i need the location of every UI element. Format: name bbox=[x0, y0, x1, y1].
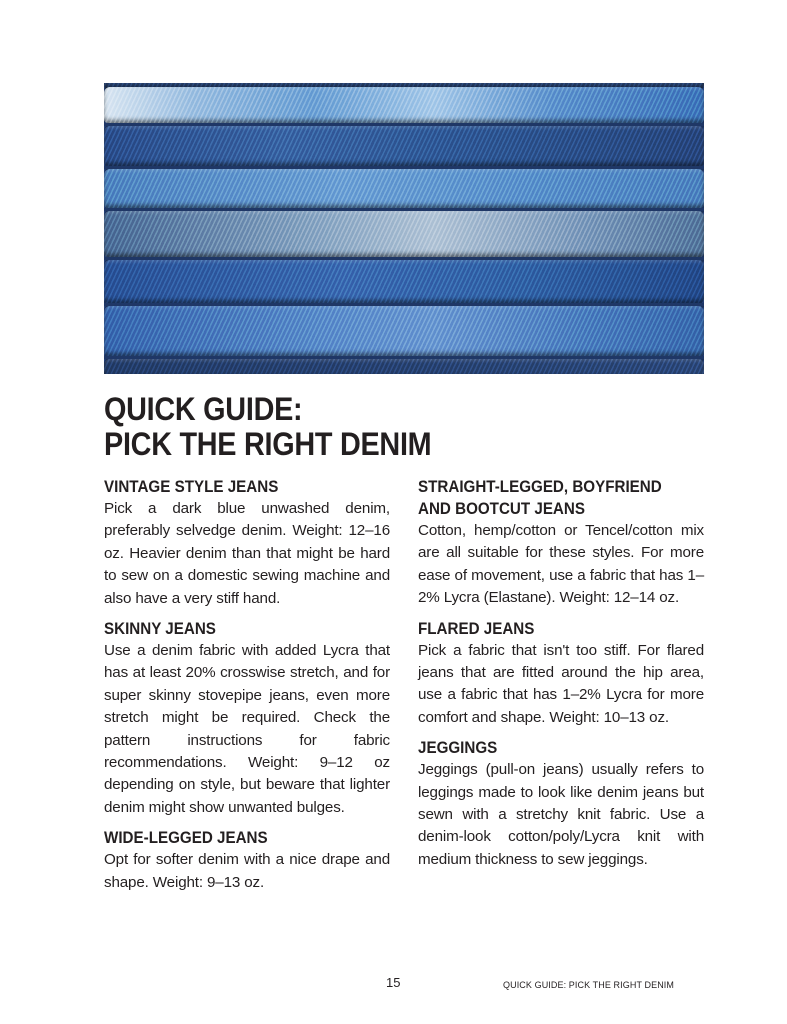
section-heading: VINTAGE STYLE JEANS bbox=[104, 478, 279, 496]
denim-layer bbox=[104, 169, 704, 208]
section-heading: JEGGINGS bbox=[418, 739, 498, 758]
left-column bbox=[104, 476, 390, 902]
section-jeggings bbox=[418, 737, 704, 871]
denim-layer bbox=[104, 359, 704, 374]
section-vintage-style-jeans bbox=[104, 476, 390, 610]
running-footer-title: QUICK GUIDE: PICK THE RIGHT DENIM bbox=[503, 980, 674, 990]
page-title-line-1: QUICK GUIDE: bbox=[104, 391, 303, 427]
section-body: Cotton, hemp/cotton or Tencel/cotton mix are all suitable for these styles. For more ease of movement, use a fabric that has 1–2% Lycra (Elastane). Weight: 12–14 oz. bbox=[418, 522, 704, 607]
section-heading: SKINNY JEANS bbox=[104, 620, 216, 639]
denim-stack-image bbox=[104, 83, 704, 374]
section-heading bbox=[418, 476, 681, 520]
denim-layer bbox=[104, 87, 704, 123]
section-body: Jeggings (pull-on jeans) usually refers to leggings made to look like denim jeans but sewn with a stretchy knit fabric. Use a denim-look cotton/poly/Lycra knit with medium thickness to sew jeggings. bbox=[418, 761, 704, 868]
section-body: Opt for softer denim with a nice drape and shape. Weight: 9–13 oz. bbox=[104, 851, 390, 891]
denim-layer bbox=[104, 306, 704, 356]
section-body: Pick a dark blue unwashed denim, preferably selvedge denim. Weight: 12–16 oz. Heavier denim than that might be hard to sew on a domestic sewing machine and also have a very stiff hand. bbox=[104, 500, 390, 607]
section-heading: WIDE-LEGGED JEANS bbox=[104, 829, 268, 848]
denim-layer bbox=[104, 260, 704, 303]
section-body: Use a denim fabric with added Lycra that has at least 20% crosswise stretch, and for super skinny stovepipe jeans, even more stretch might be required. Check the pattern instructions for fabric recommendations. Weight: 9–12 oz depending on style, but beware that lighter denim might show unwanted bulges. bbox=[104, 642, 390, 816]
section-wide-legged-jeans bbox=[104, 827, 390, 894]
page-title bbox=[104, 392, 431, 462]
section-heading-line-1: STRAIGHT-LEGGED, BOYFRIEND bbox=[418, 478, 662, 496]
section-skinny-jeans bbox=[104, 618, 390, 819]
section-heading-line-2: AND BOOTCUT JEANS bbox=[418, 500, 585, 518]
right-column bbox=[418, 476, 704, 879]
page-title-line-2: PICK THE RIGHT DENIM bbox=[104, 426, 432, 462]
denim-layer bbox=[104, 126, 704, 166]
section-flared-jeans bbox=[418, 618, 704, 730]
section-straight-boyfriend-bootcut-jeans bbox=[418, 476, 704, 610]
page-number: 15 bbox=[386, 975, 401, 990]
section-body: Pick a fabric that isn't too stiff. For flared jeans that are fitted around the hip area, use a fabric that has 1–2% Lycra for more comfort and shape. Weight: 10–13 oz. bbox=[418, 641, 704, 726]
denim-layer bbox=[104, 211, 704, 257]
section-heading: FLARED JEANS bbox=[418, 619, 535, 638]
